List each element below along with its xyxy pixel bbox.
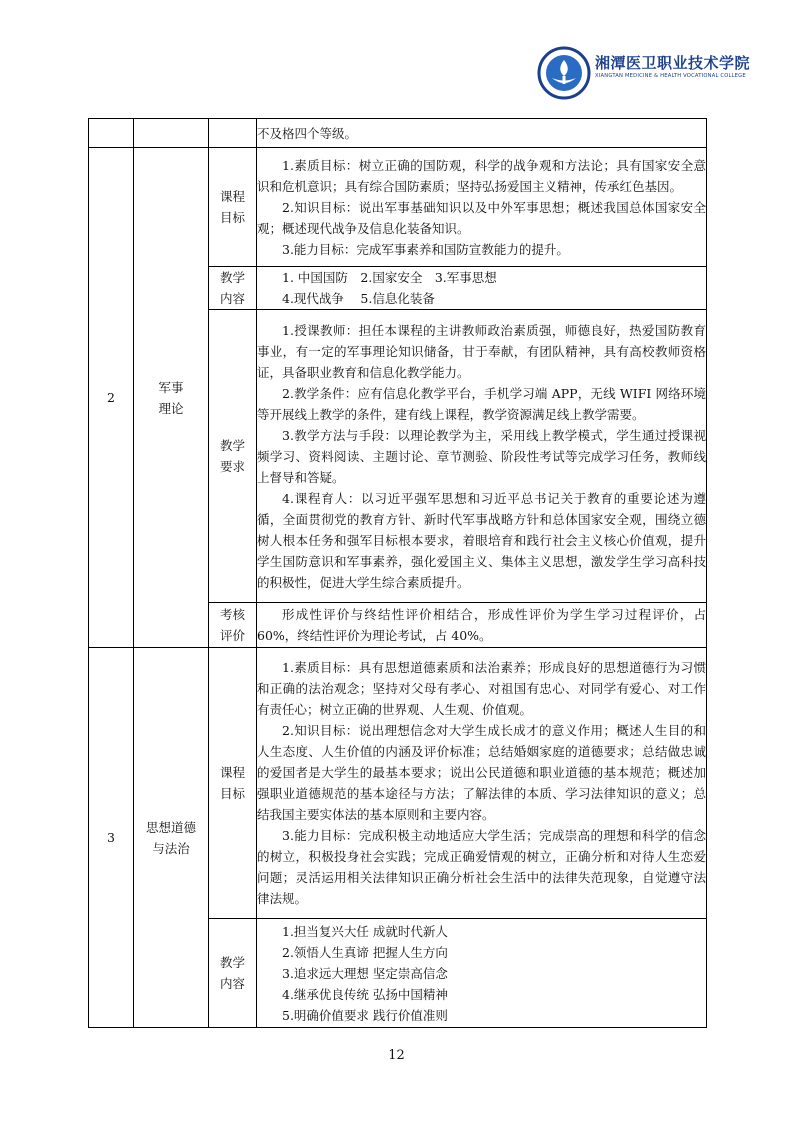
course-name-cell	[134, 148, 209, 648]
teaching-content-cell	[257, 919, 707, 1028]
content-line: 5.明确价值要求 践行价值准则	[282, 1007, 448, 1023]
goal-paragraph: 2.知识目标：说出理想信念对大学生成长成才的意义作用；概述人生目的和人生态度、人生价值的内涵及评价标准；总结婚姻家庭的道德要求；总结做忠诚的爱国者是大学生的最基本要求；说出公民道德和职业道德的基本规范；概述加强职业道德规范的基本途径与方法；了解法律的本质、学习法律知识的意义；总结我国主要实体法的基本原则和主要内容。	[257, 723, 706, 822]
requirement-paragraph: 1.授课教师：担任本课程的主讲教师政治素质强，师德良好，热爱国防教育事业，有一定的军事理论知识储备，甘于奉献，有团队精神，具有高校教师资格证，具备职业教育和信息化教学能力。	[257, 322, 706, 380]
requirement-paragraph: 4.课程育人：以习近平强军思想和习近平总书记关于教育的重要论述为遵循，全面贯彻党的教育方针、新时代军事战略方针和总体国家安全观，围绕立德树人根本任务和强军目标根本要求，着眼培育和践行社会主义核心价值观，提升学生国防意识和军事素养，强化爱国主义、集体主义思想，激发学生学习高科技的积极性，促进大学生综合素质提升。	[257, 490, 706, 590]
item-label-cell	[209, 148, 257, 267]
content-line: 4.继承优良传统 弘扬中国精神	[282, 986, 448, 1002]
college-logo	[537, 46, 751, 102]
curriculum-table	[88, 118, 707, 1028]
item-label-cell	[209, 919, 257, 1028]
item-label: 课程目标	[219, 189, 245, 225]
goal-paragraph: 3.能力目标：完成积极主动地适应大学生活；完成崇高的理想和科学的信念的树立，积极投身社会实践；完成正确爱情观的树立，正确分析和对待人生恋爱问题；灵活运用相关法律知识正确分析社会生活中的法律失范现象，自觉遵守法律法规。	[257, 828, 706, 906]
table-row	[89, 119, 707, 148]
teaching-content-cell	[257, 267, 707, 310]
course-name-cell	[134, 648, 209, 1028]
goal-paragraph: 1.素质目标：具有思想道德素质和法治素养；形成良好的思想道德行为习惯和正确的法治观念；坚持对父母有孝心、对祖国有忠心、对同学有爱心、对工作有责任心；树立正确的世界观、人生观、价值观。	[257, 660, 706, 717]
evaluation-cell	[257, 603, 707, 648]
item-label: 教学内容	[219, 955, 245, 991]
requirement-paragraph: 2.教学条件：应有信息化教学平台，手机学习端 APP，无线 WIFI 网络环境等开展线上教学的条件，建有线上课程，教学资源满足线上教学需要。	[257, 385, 706, 422]
content-line: 1.担当复兴大任 成就时代新人	[282, 923, 448, 939]
content-line: 2.领悟人生真谛 把握人生方向	[282, 944, 448, 960]
college-name-cn: 湘潭医卫职业技术学院	[595, 54, 751, 72]
course-name: 思想道德与法治	[145, 819, 196, 856]
item-content-cell	[257, 119, 707, 148]
item-label-cell	[209, 119, 257, 148]
item-label-cell	[209, 603, 257, 648]
item-label-cell	[209, 310, 257, 603]
requirement-paragraph: 3.教学方法与手段：以理论教学为主，采用线上教学模式，学生通过授课视频学习、资料阅读、主题讨论、章节测验、阶段性考试等完成学习任务，教师线上督导和答疑。	[257, 427, 706, 485]
evaluation-text: 形成性评价与终结性评价相结合，形成性评价为学生学习过程评价，占 60%，终结性评价为理论考试，占 40%。	[257, 607, 706, 643]
table-row	[89, 148, 707, 267]
college-seal-icon	[537, 46, 591, 100]
content-text: 不及格四个等级。	[257, 125, 358, 141]
course-goal-cell	[257, 648, 707, 919]
page-number: 12	[388, 1048, 405, 1063]
course-goal-cell	[257, 148, 707, 267]
course-number: 2	[89, 148, 134, 648]
item-label: 课程目标	[219, 765, 245, 801]
course-number: 3	[89, 648, 134, 1028]
course-number-cell	[89, 119, 134, 148]
item-label: 教学内容	[219, 270, 245, 306]
content-line: 4.现代战争 5.信息化装备	[282, 291, 435, 306]
item-label: 考核评价	[219, 607, 245, 643]
college-name-en: XIANGTAN MEDICINE & HEALTH VOCATIONAL COLLEGE	[595, 73, 746, 79]
item-label-cell	[209, 267, 257, 310]
content-line: 1. 中国国防 2.国家安全 3.军事思想	[282, 270, 497, 285]
goal-paragraph: 3.能力目标：完成军事素养和国防宣教能力的提升。	[282, 241, 569, 257]
course-name: 军事理论	[158, 379, 184, 416]
item-label: 教学要求	[219, 438, 245, 474]
course-name-cell	[134, 119, 209, 148]
content-line: 3.追求远大理想 坚定崇高信念	[282, 965, 448, 981]
goal-paragraph: 1.素质目标：树立正确的国防观，科学的战争观和方法论；具有国家安全意识和危机意识；具有综合国防素质；坚持弘扬爱国主义精神，传承红色基因。	[257, 157, 706, 194]
table-row	[89, 648, 707, 919]
item-label-cell	[209, 648, 257, 919]
goal-paragraph: 2.知识目标：说出军事基础知识以及中外军事思想；概述我国总体国家安全观；概述现代战争及信息化装备知识。	[257, 199, 706, 236]
teaching-requirement-cell	[257, 310, 707, 603]
